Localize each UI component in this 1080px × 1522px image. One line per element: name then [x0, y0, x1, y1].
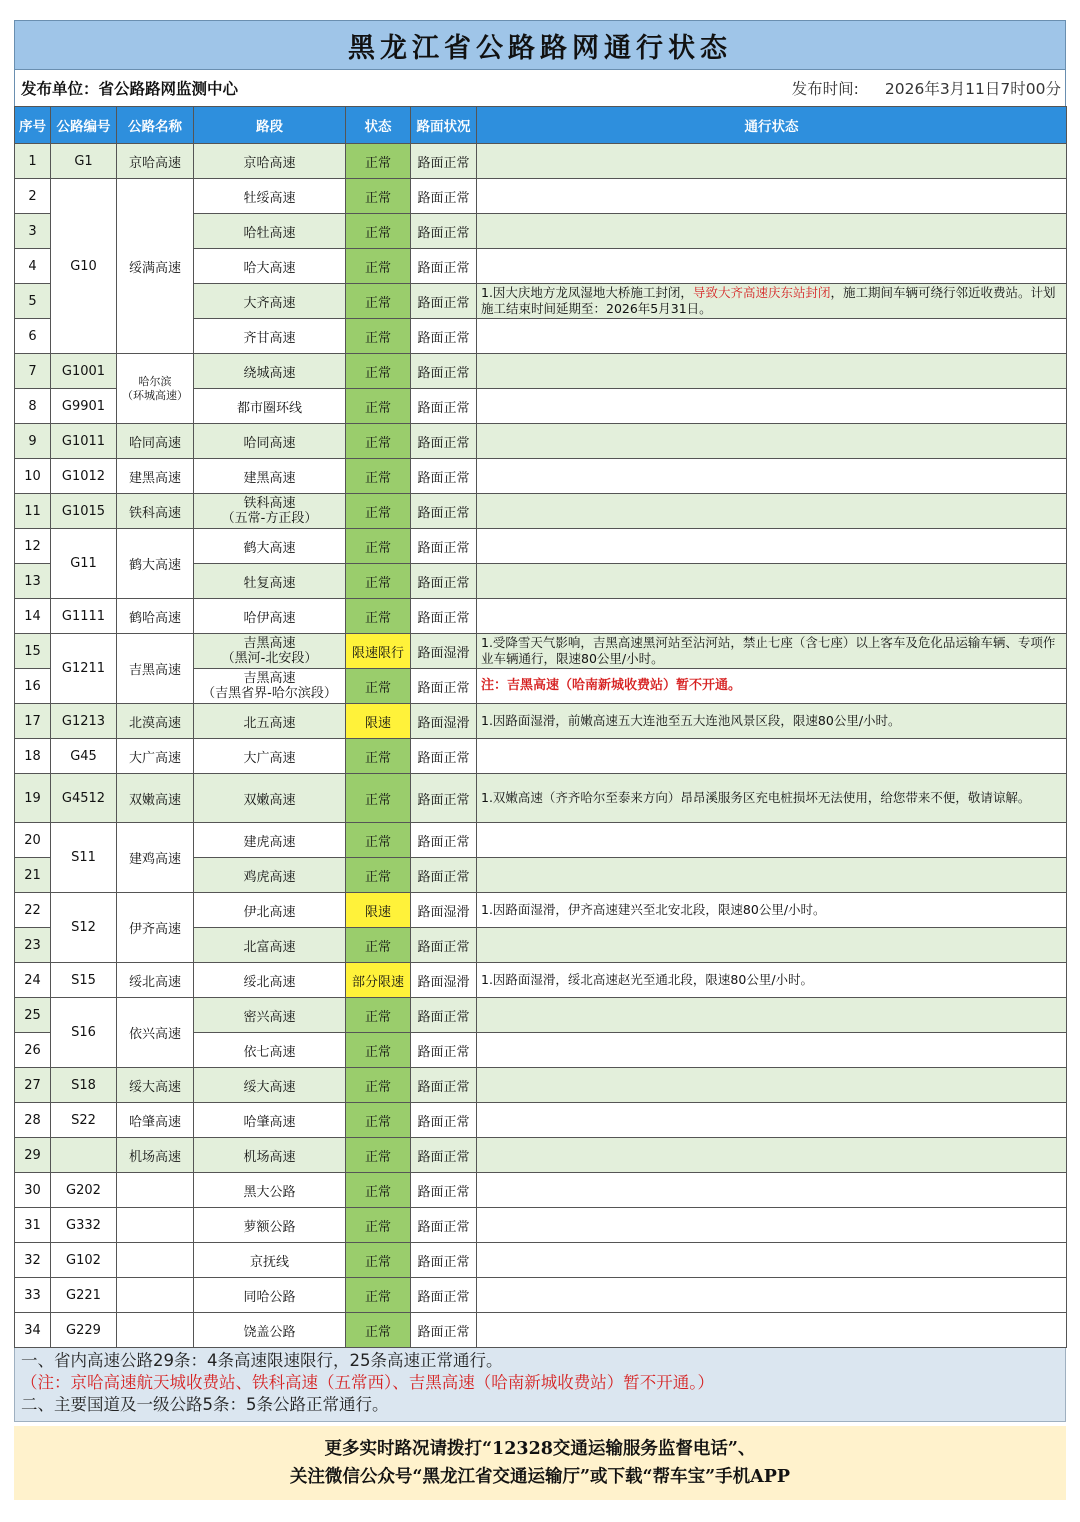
road-name — [117, 1313, 194, 1348]
road-name: 哈同高速 — [117, 424, 194, 459]
road-segment: 京哈高速 — [194, 144, 346, 179]
road-condition: 路面正常 — [411, 459, 477, 494]
traffic-detail — [477, 284, 1067, 319]
col-header-detail: 通行状态 — [477, 107, 1067, 144]
road-condition: 路面湿滑 — [411, 893, 477, 928]
col-header-name: 公路名称 — [117, 107, 194, 144]
status-badge: 正常 — [346, 1138, 411, 1173]
traffic-detail: 1.受降雪天气影响，吉黑高速黑河站至沾河站，禁止七座（含七座）以上客车及危化品运输车辆、专项作业车辆通行，限速80公里/小时。 — [477, 634, 1067, 669]
segment-line: 吉黑高速 — [243, 671, 296, 686]
row-no: 13 — [15, 564, 51, 599]
road-name — [117, 1208, 194, 1243]
road-segment: 同哈公路 — [194, 1278, 346, 1313]
road-condition: 路面正常 — [411, 389, 477, 424]
road-segment: 依七高速 — [194, 1033, 346, 1068]
traffic-detail — [477, 928, 1067, 963]
row-no: 32 — [15, 1243, 51, 1278]
road-condition: 路面正常 — [411, 179, 477, 214]
road-condition: 路面正常 — [411, 564, 477, 599]
status-badge: 正常 — [346, 1313, 411, 1348]
table-row — [15, 1243, 1067, 1278]
traffic-detail — [477, 1103, 1067, 1138]
traffic-detail — [477, 1068, 1067, 1103]
row-no: 1 — [15, 144, 51, 179]
row-no: 33 — [15, 1278, 51, 1313]
road-name: 绥满高速 — [117, 179, 194, 354]
road-code: S12 — [51, 893, 117, 963]
row-no: 5 — [15, 284, 51, 319]
road-condition: 路面正常 — [411, 1138, 477, 1173]
traffic-detail — [477, 144, 1067, 179]
row-no: 17 — [15, 704, 51, 739]
road-condition: 路面正常 — [411, 1208, 477, 1243]
info-bar — [14, 70, 1066, 106]
row-no: 24 — [15, 963, 51, 998]
road-segment: 北富高速 — [194, 928, 346, 963]
road-name: 吉黑高速 — [117, 634, 194, 704]
status-badge: 限速限行 — [346, 634, 411, 669]
traffic-detail — [477, 529, 1067, 564]
row-no: 27 — [15, 1068, 51, 1103]
status-badge: 正常 — [346, 928, 411, 963]
traffic-detail — [477, 564, 1067, 599]
status-badge: 正常 — [346, 389, 411, 424]
status-badge: 正常 — [346, 1103, 411, 1138]
road-code: S18 — [51, 1068, 117, 1103]
road-segment: 哈伊高速 — [194, 599, 346, 634]
road-name: 哈肇高速 — [117, 1103, 194, 1138]
row-no: 22 — [15, 893, 51, 928]
road-condition: 路面正常 — [411, 774, 477, 823]
col-header-status: 状态 — [346, 107, 411, 144]
road-name: 机场高速 — [117, 1138, 194, 1173]
road-condition: 路面正常 — [411, 214, 477, 249]
col-header-road: 路面状况 — [411, 107, 477, 144]
road-condition: 路面正常 — [411, 1313, 477, 1348]
road-name: 铁科高速 — [117, 494, 194, 529]
table-header — [15, 107, 1067, 144]
road-name-line: 哈尔滨 — [138, 374, 172, 388]
detail-text: ，施工期间车辆可绕行邻近收费站。计划施工结束时间延期至：2026年5月31日。 — [481, 285, 1056, 316]
road-code: G1211 — [51, 634, 117, 704]
traffic-detail — [477, 319, 1067, 354]
status-badge: 正常 — [346, 459, 411, 494]
table-row — [15, 1103, 1067, 1138]
road-segment: 鹤大高速 — [194, 529, 346, 564]
road-condition: 路面正常 — [411, 739, 477, 774]
road-code: G1 — [51, 144, 117, 179]
table-row — [15, 354, 1067, 389]
road-code: S16 — [51, 998, 117, 1068]
road-condition: 路面正常 — [411, 144, 477, 179]
summary — [14, 1348, 1066, 1422]
traffic-detail — [477, 858, 1067, 893]
row-no: 10 — [15, 459, 51, 494]
road-segment: 哈同高速 — [194, 424, 346, 459]
status-badge: 限速 — [346, 704, 411, 739]
row-no: 25 — [15, 998, 51, 1033]
row-no: 19 — [15, 774, 51, 823]
row-no: 20 — [15, 823, 51, 858]
road-name-line: （环城高速） — [122, 388, 188, 402]
row-no: 30 — [15, 1173, 51, 1208]
summary-line: 一、省内高速公路29条：4条高速限速限行，25条高速正常通行。 — [21, 1351, 503, 1370]
road-segment: 饶盖公路 — [194, 1313, 346, 1348]
road-name: 绥北高速 — [117, 963, 194, 998]
table-row — [15, 144, 1067, 179]
traffic-detail: 1.因路面湿滑，伊齐高速建兴至北安北段，限速80公里/小时。 — [477, 893, 1067, 928]
road-name: 建鸡高速 — [117, 823, 194, 893]
road-code: G332 — [51, 1208, 117, 1243]
road-code: G202 — [51, 1173, 117, 1208]
segment-line: （五常-方正段） — [221, 511, 318, 526]
traffic-detail: 1.双嫩高速（齐齐哈尔至泰来方向）昂昂溪服务区充电桩损坏无法使用，给您带来不便，敬请谅解。 — [477, 774, 1067, 823]
road-condition: 路面正常 — [411, 354, 477, 389]
row-no: 6 — [15, 319, 51, 354]
traffic-detail — [477, 389, 1067, 424]
status-badge: 正常 — [346, 858, 411, 893]
road-condition: 路面正常 — [411, 823, 477, 858]
road-code: G229 — [51, 1313, 117, 1348]
road-name: 大广高速 — [117, 739, 194, 774]
traffic-detail — [477, 823, 1067, 858]
summary-line: 二、主要国道及一级公路5条：5条公路正常通行。 — [21, 1395, 389, 1414]
footer-line: 更多实时路况请拨打“12328交通运输服务监督电话”、 — [324, 1439, 756, 1459]
road-segment: 机场高速 — [194, 1138, 346, 1173]
road-condition: 路面正常 — [411, 249, 477, 284]
row-no: 8 — [15, 389, 51, 424]
table-row — [15, 1313, 1067, 1348]
road-segment: 哈大高速 — [194, 249, 346, 284]
road-code: G9901 — [51, 389, 117, 424]
road-condition: 路面正常 — [411, 599, 477, 634]
road-condition: 路面正常 — [411, 1173, 477, 1208]
traffic-detail — [477, 424, 1067, 459]
status-badge: 正常 — [346, 774, 411, 823]
traffic-detail — [477, 354, 1067, 389]
road-name: 绥大高速 — [117, 1068, 194, 1103]
traffic-detail — [477, 599, 1067, 634]
table-row — [15, 1278, 1067, 1313]
table-row — [15, 424, 1067, 459]
col-header-segment: 路段 — [194, 107, 346, 144]
table-row — [15, 704, 1067, 739]
footer-line: 关注微信公众号“黑龙江省交通运输厅”或下载“帮车宝”手机APP — [289, 1467, 791, 1487]
road-segment: 建虎高速 — [194, 823, 346, 858]
road-segment: 大广高速 — [194, 739, 346, 774]
road-code: G1213 — [51, 704, 117, 739]
table-row — [15, 529, 1067, 564]
row-no: 18 — [15, 739, 51, 774]
road-condition: 路面湿滑 — [411, 963, 477, 998]
row-no: 29 — [15, 1138, 51, 1173]
road-condition: 路面正常 — [411, 494, 477, 529]
row-no: 28 — [15, 1103, 51, 1138]
row-no: 34 — [15, 1313, 51, 1348]
status-badge: 正常 — [346, 179, 411, 214]
segment-line: （吉黑省界-哈尔滨段） — [202, 686, 337, 701]
row-no: 31 — [15, 1208, 51, 1243]
status-badge: 正常 — [346, 1068, 411, 1103]
road-code — [51, 1138, 117, 1173]
road-code: G102 — [51, 1243, 117, 1278]
road-name — [117, 1173, 194, 1208]
road-name: 依兴高速 — [117, 998, 194, 1068]
status-badge: 正常 — [346, 284, 411, 319]
publisher: 发布单位：省公路路网监测中心 — [21, 80, 239, 98]
footer-banner — [14, 1426, 1066, 1500]
status-badge: 正常 — [346, 424, 411, 459]
road-code: G1111 — [51, 599, 117, 634]
table-row — [15, 893, 1067, 928]
road-segment: 牡复高速 — [194, 564, 346, 599]
segment-line: 吉黑高速 — [243, 636, 296, 651]
status-table — [14, 106, 1067, 1348]
road-segment: 牡绥高速 — [194, 179, 346, 214]
road-condition: 路面正常 — [411, 1243, 477, 1278]
status-badge: 正常 — [346, 599, 411, 634]
road-segment — [194, 634, 346, 669]
road-code: G1011 — [51, 424, 117, 459]
status-badge: 正常 — [346, 249, 411, 284]
traffic-detail — [477, 1208, 1067, 1243]
road-segment: 北五高速 — [194, 704, 346, 739]
row-no: 21 — [15, 858, 51, 893]
row-no: 2 — [15, 179, 51, 214]
status-badge: 限速 — [346, 893, 411, 928]
road-code: G1012 — [51, 459, 117, 494]
row-no: 7 — [15, 354, 51, 389]
road-code: G1015 — [51, 494, 117, 529]
traffic-detail — [477, 1243, 1067, 1278]
row-no: 12 — [15, 529, 51, 564]
status-badge: 正常 — [346, 1033, 411, 1068]
road-condition: 路面正常 — [411, 998, 477, 1033]
road-condition: 路面正常 — [411, 1033, 477, 1068]
traffic-detail — [477, 1313, 1067, 1348]
traffic-detail: 1.因路面湿滑，前嫩高速五大连池至五大连池风景区段，限速80公里/小时。 — [477, 704, 1067, 739]
road-condition: 路面正常 — [411, 669, 477, 704]
traffic-detail — [477, 459, 1067, 494]
road-segment: 伊北高速 — [194, 893, 346, 928]
road-code: G11 — [51, 529, 117, 599]
road-condition: 路面正常 — [411, 858, 477, 893]
road-code: G10 — [51, 179, 117, 354]
table-row — [15, 1173, 1067, 1208]
row-no: 23 — [15, 928, 51, 963]
road-segment: 京抚线 — [194, 1243, 346, 1278]
table-row — [15, 179, 1067, 214]
row-no: 11 — [15, 494, 51, 529]
traffic-detail — [477, 1138, 1067, 1173]
road-condition: 路面正常 — [411, 319, 477, 354]
table-row — [15, 739, 1067, 774]
road-name: 京哈高速 — [117, 144, 194, 179]
table-row — [15, 494, 1067, 529]
status-badge: 部分限速 — [346, 963, 411, 998]
road-segment: 鸡虎高速 — [194, 858, 346, 893]
segment-line: 铁科高速 — [243, 496, 296, 511]
row-no: 4 — [15, 249, 51, 284]
road-code: G221 — [51, 1278, 117, 1313]
status-badge: 正常 — [346, 494, 411, 529]
status-badge: 正常 — [346, 1278, 411, 1313]
road-name: 北漠高速 — [117, 704, 194, 739]
row-no: 14 — [15, 599, 51, 634]
road-segment: 双嫩高速 — [194, 774, 346, 823]
road-segment: 绥北高速 — [194, 963, 346, 998]
status-badge: 正常 — [346, 669, 411, 704]
col-header-no: 序号 — [15, 107, 51, 144]
row-no: 15 — [15, 634, 51, 669]
road-segment: 哈牡高速 — [194, 214, 346, 249]
road-segment: 密兴高速 — [194, 998, 346, 1033]
status-badge: 正常 — [346, 1208, 411, 1243]
road-name: 建黑高速 — [117, 459, 194, 494]
road-name — [117, 1243, 194, 1278]
road-name: 鹤哈高速 — [117, 599, 194, 634]
detail-alert-text: 导致大齐高速庆东站封闭 — [692, 285, 831, 300]
road-condition: 路面正常 — [411, 1103, 477, 1138]
traffic-detail: 1.因路面湿滑，绥北高速赵光至通北段，限速80公里/小时。 — [477, 963, 1067, 998]
table-row — [15, 1208, 1067, 1243]
row-no: 9 — [15, 424, 51, 459]
traffic-detail — [477, 998, 1067, 1033]
road-segment: 哈肇高速 — [194, 1103, 346, 1138]
road-condition: 路面正常 — [411, 424, 477, 459]
road-condition: 路面正常 — [411, 284, 477, 319]
road-code: S11 — [51, 823, 117, 893]
traffic-detail — [477, 1033, 1067, 1068]
road-condition: 路面湿滑 — [411, 704, 477, 739]
segment-line: （黑河-北安段） — [221, 651, 318, 666]
status-badge: 正常 — [346, 1173, 411, 1208]
road-segment: 建黑高速 — [194, 459, 346, 494]
status-badge: 正常 — [346, 998, 411, 1033]
row-no: 16 — [15, 669, 51, 704]
table-row — [15, 634, 1067, 669]
traffic-detail — [477, 739, 1067, 774]
traffic-detail — [477, 179, 1067, 214]
col-header-code: 公路编号 — [51, 107, 117, 144]
road-segment: 黑大公路 — [194, 1173, 346, 1208]
status-badge: 正常 — [346, 214, 411, 249]
road-code: G4512 — [51, 774, 117, 823]
road-code: S15 — [51, 963, 117, 998]
road-condition: 路面正常 — [411, 928, 477, 963]
publish-time: 2026年3月11日7时00分 — [884, 80, 1061, 98]
status-badge: 正常 — [346, 354, 411, 389]
road-segment: 绥大高速 — [194, 1068, 346, 1103]
traffic-detail — [477, 494, 1067, 529]
row-no: 3 — [15, 214, 51, 249]
detail-text: 1.因大庆地方龙凤湿地大桥施工封闭， — [481, 285, 693, 300]
summary-note: （注：京哈高速航天城收费站、铁科高速（五常西）、吉黑高速（哈南新城收费站）暂不开通。） — [21, 1373, 714, 1392]
road-segment: 绕城高速 — [194, 354, 346, 389]
road-condition: 路面正常 — [411, 529, 477, 564]
traffic-detail — [477, 249, 1067, 284]
status-badge: 正常 — [346, 823, 411, 858]
table-row — [15, 774, 1067, 823]
status-badge: 正常 — [346, 564, 411, 599]
table-row — [15, 1138, 1067, 1173]
status-badge: 正常 — [346, 739, 411, 774]
road-segment: 齐甘高速 — [194, 319, 346, 354]
road-segment: 萝额公路 — [194, 1208, 346, 1243]
table-row — [15, 459, 1067, 494]
road-code: G1001 — [51, 354, 117, 389]
report — [14, 20, 1066, 1500]
road-condition: 路面湿滑 — [411, 634, 477, 669]
status-badge: 正常 — [346, 319, 411, 354]
road-name: 鹤大高速 — [117, 529, 194, 599]
road-name: 伊齐高速 — [117, 893, 194, 963]
row-no: 26 — [15, 1033, 51, 1068]
road-name: 双嫩高速 — [117, 774, 194, 823]
publish-time-label: 发布时间: — [791, 80, 859, 98]
road-code: G45 — [51, 739, 117, 774]
road-condition: 路面正常 — [411, 1068, 477, 1103]
road-code: S22 — [51, 1103, 117, 1138]
table-row — [15, 998, 1067, 1033]
road-segment — [194, 494, 346, 529]
traffic-detail — [477, 1173, 1067, 1208]
table-row — [15, 1068, 1067, 1103]
traffic-detail — [477, 1278, 1067, 1313]
table-row — [15, 823, 1067, 858]
status-badge: 正常 — [346, 144, 411, 179]
road-condition: 路面正常 — [411, 1278, 477, 1313]
traffic-detail: 注：吉黑高速（哈南新城收费站）暂不开通。 — [477, 669, 1067, 704]
road-name — [117, 354, 194, 424]
table-row — [15, 599, 1067, 634]
road-segment: 都市圈环线 — [194, 389, 346, 424]
table-row — [15, 963, 1067, 998]
traffic-detail — [477, 214, 1067, 249]
publish-time-block — [792, 77, 1065, 99]
road-name — [117, 1278, 194, 1313]
page-title: 黑龙江省公路路网通行状态 — [14, 20, 1066, 70]
status-badge: 正常 — [346, 529, 411, 564]
status-badge: 正常 — [346, 1243, 411, 1278]
road-segment — [194, 669, 346, 704]
road-segment: 大齐高速 — [194, 284, 346, 319]
